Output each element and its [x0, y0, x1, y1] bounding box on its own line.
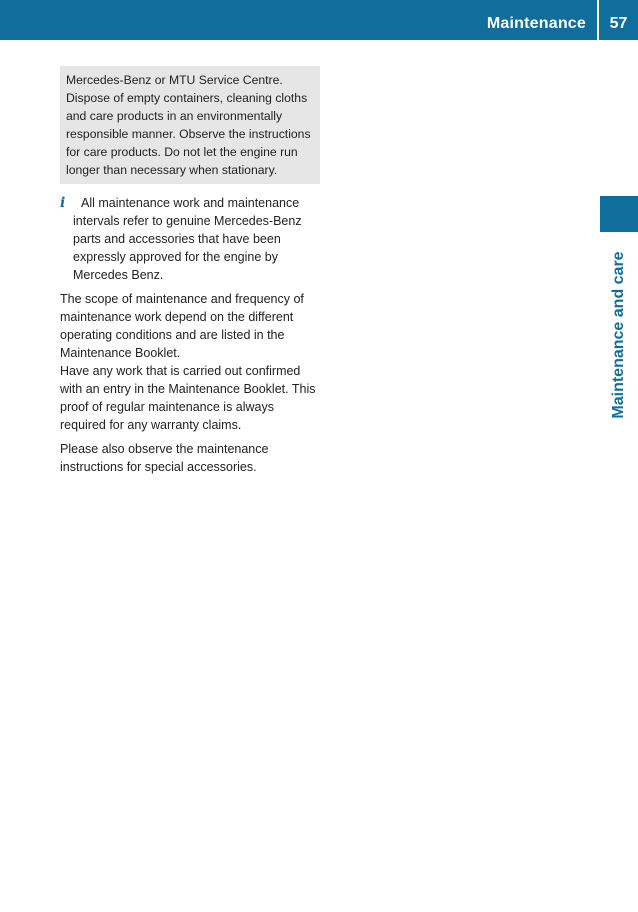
- main-content: [60, 66, 320, 476]
- body-paragraph-scope: The scope of maintenance and frequency of maintenance work depend on the different operating conditions and are listed in the Maintenance Booklet.: [60, 292, 304, 360]
- info-icon: i: [60, 195, 66, 211]
- section-title: Maintenance: [486, 15, 586, 32]
- body-paragraph-confirmation: Have any work that is carried out confirmed with an entry in the Maintenance Booklet. This proof of regular maintenance is always required for any warranty claims.: [60, 364, 316, 432]
- body-paragraph-accessories: Please also observe the maintenance instructions for special accessories.: [60, 442, 269, 474]
- side-tab-label: Maintenance and care: [610, 251, 627, 419]
- page-number: 57: [609, 15, 628, 32]
- warning-box: Mercedes-Benz or MTU Service Centre. Dispose of empty containers, cleaning cloths and care products in an environmentally responsible manner. Observe the instructions for care products. Do not let the engine run longer than necessary when stationary.: [60, 66, 320, 184]
- info-note-text: All maintenance work and maintenance intervals refer to genuine Mercedes-Benz parts and accessories that have been expressly approved for the engine by Mercedes Benz.: [73, 196, 302, 282]
- side-tab: [604, 236, 634, 434]
- info-note: [60, 194, 320, 284]
- side-tab-marker: [600, 196, 638, 232]
